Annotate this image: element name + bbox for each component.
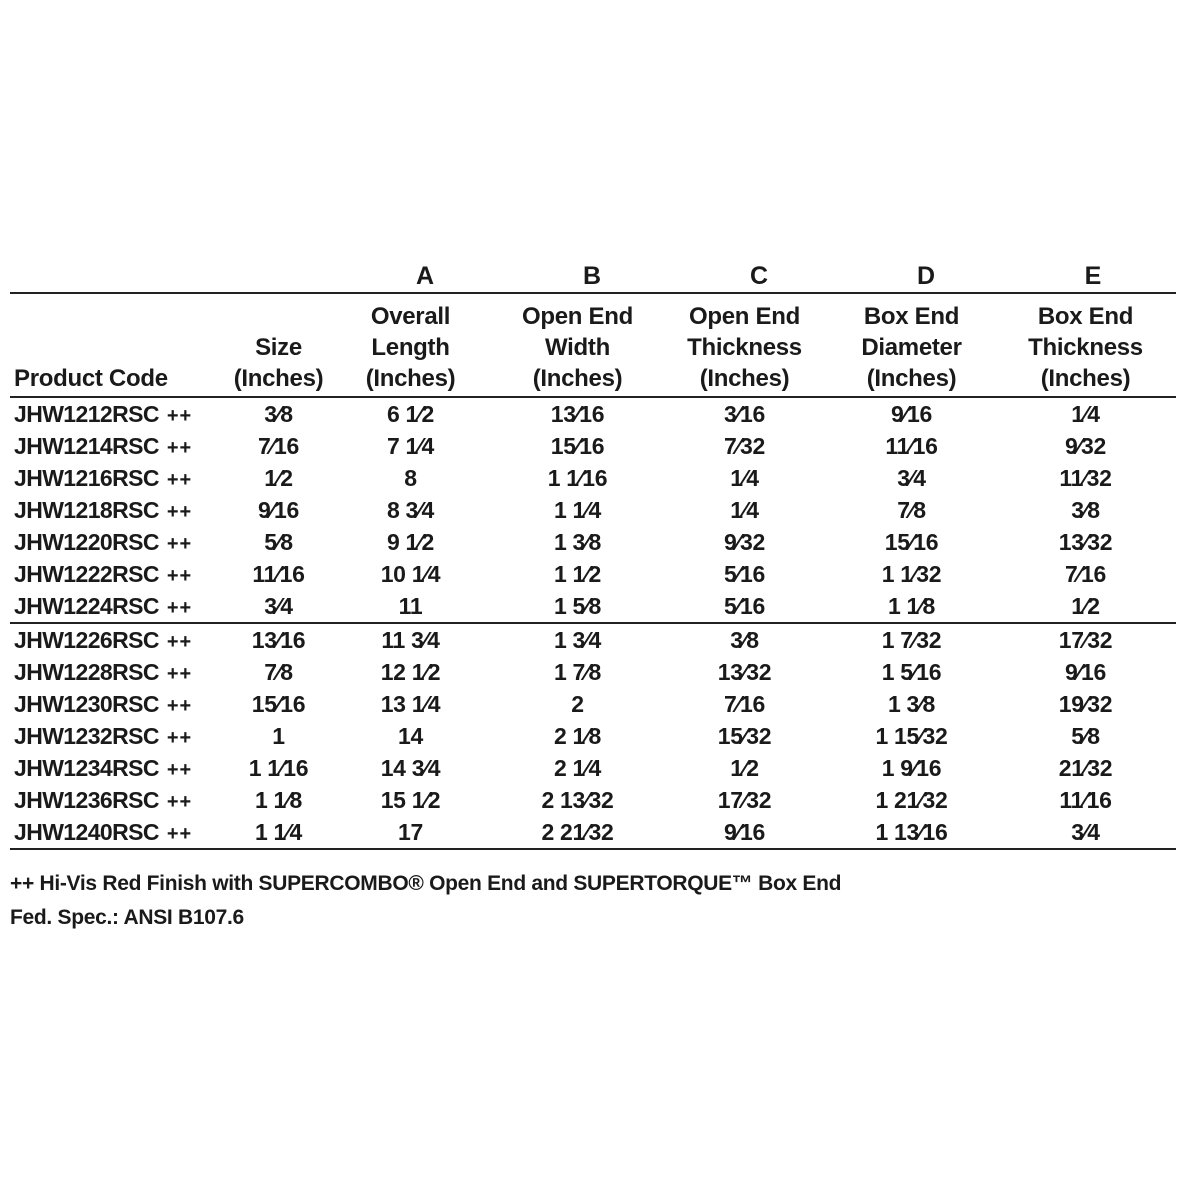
cell-open-end-width: 2 1⁄4: [553, 754, 602, 781]
cell-box-end-thickness: 11⁄16: [1059, 786, 1112, 813]
table-row: [10, 623, 1176, 656]
table-row: [10, 558, 1176, 590]
product-code-text: JHW1216RSC: [14, 464, 159, 491]
cell-open-end-thickness: 9⁄32: [723, 528, 765, 555]
finish-marker: ++: [166, 564, 193, 587]
column-letter-d: D: [916, 262, 936, 290]
cell-open-end-thickness: 15⁄32: [717, 722, 772, 749]
cell-box-end-diameter: 15⁄16: [884, 528, 939, 555]
cell-product-code: [10, 656, 230, 688]
cell-product-code: [10, 430, 230, 462]
cell-open-end-width: 15⁄16: [550, 432, 605, 459]
cell-overall-length: 13 1⁄4: [380, 690, 441, 717]
cell-box-end-diameter: 1 1⁄32: [881, 560, 942, 587]
spec-footnote: Fed. Spec.: ANSI B107.6: [10, 906, 244, 929]
finish-marker: ++: [166, 436, 193, 459]
cell-open-end-width: 1 3⁄8: [553, 528, 602, 555]
header-open-end-width: Open End Width (Inches): [522, 303, 633, 392]
header-open-end-thickness: Open End Thickness (Inches): [687, 303, 802, 392]
finish-marker: ++: [166, 500, 193, 523]
cell-size: 5⁄8: [264, 528, 293, 555]
cell-product-code: [10, 558, 230, 590]
finish-marker: ++: [166, 532, 193, 555]
cell-size: 1 1⁄4: [254, 818, 303, 845]
cell-box-end-thickness: 7⁄16: [1064, 560, 1106, 587]
cell-box-end-thickness: 1⁄4: [1071, 400, 1100, 427]
cell-size: 7⁄16: [257, 432, 299, 459]
header-product-code: Product Code: [14, 365, 168, 392]
cell-size: 1⁄2: [264, 464, 293, 491]
product-code-text: JHW1226RSC: [14, 626, 159, 653]
cell-box-end-diameter: 1 1⁄8: [887, 592, 936, 619]
column-letter-b: B: [582, 262, 602, 290]
cell-product-code: [10, 720, 230, 752]
cell-overall-length: 7 1⁄4: [386, 432, 435, 459]
cell-product-code: [10, 816, 230, 849]
cell-box-end-thickness: 19⁄32: [1058, 690, 1113, 717]
cell-open-end-width: 1 3⁄4: [553, 626, 602, 653]
product-code-text: JHW1224RSC: [14, 592, 159, 619]
header-size: Size (Inches): [233, 334, 324, 392]
cell-overall-length: 11: [398, 592, 423, 619]
product-code-text: JHW1212RSC: [14, 400, 159, 427]
cell-open-end-thickness: 5⁄16: [723, 592, 765, 619]
cell-product-code: [10, 526, 230, 558]
product-code-text: JHW1236RSC: [14, 786, 159, 813]
cell-size: 9⁄16: [257, 496, 299, 523]
header-overall-length: Overall Length (Inches): [365, 303, 456, 392]
cell-box-end-diameter: 1 15⁄32: [875, 722, 948, 749]
cell-box-end-thickness: 1⁄2: [1071, 592, 1100, 619]
cell-open-end-thickness: 1⁄2: [730, 754, 759, 781]
cell-open-end-thickness: 7⁄16: [723, 690, 765, 717]
cell-overall-length: 12 1⁄2: [380, 658, 441, 685]
cell-overall-length: 10 1⁄4: [380, 560, 441, 587]
cell-overall-length: 8: [404, 464, 417, 491]
finish-marker: ++: [166, 468, 193, 491]
product-code-text: JHW1220RSC: [14, 528, 159, 555]
cell-box-end-thickness: 9⁄32: [1064, 432, 1106, 459]
finish-marker: ++: [166, 694, 193, 717]
finish-marker: ++: [166, 726, 193, 749]
column-letter-e: E: [1084, 262, 1102, 290]
cell-overall-length: 6 1⁄2: [386, 400, 435, 427]
finish-marker: ++: [166, 404, 193, 427]
table-row: [10, 430, 1176, 462]
cell-product-code: [10, 397, 230, 430]
product-code-text: JHW1230RSC: [14, 690, 159, 717]
cell-open-end-width: 13⁄16: [550, 400, 605, 427]
cell-open-end-width: 2 21⁄32: [541, 818, 614, 845]
table-row: [10, 526, 1176, 558]
cell-box-end-thickness: 9⁄16: [1064, 658, 1106, 685]
cell-box-end-diameter: 1 9⁄16: [881, 754, 942, 781]
cell-size: 13⁄16: [251, 626, 306, 653]
table-row: [10, 462, 1176, 494]
cell-open-end-width: 1 1⁄4: [553, 496, 602, 523]
cell-box-end-diameter: 3⁄4: [897, 464, 926, 491]
cell-open-end-thickness: 9⁄16: [723, 818, 765, 845]
cell-overall-length: 17: [398, 818, 423, 845]
cell-open-end-thickness: 13⁄32: [717, 658, 772, 685]
cell-box-end-thickness: 3⁄4: [1071, 818, 1100, 845]
cell-box-end-thickness: 17⁄32: [1058, 626, 1113, 653]
finish-marker: ++: [166, 790, 193, 813]
finish-marker: ++: [166, 630, 193, 653]
cell-box-end-diameter: 11⁄16: [885, 432, 938, 459]
cell-overall-length: 9 1⁄2: [386, 528, 435, 555]
cell-size: 3⁄8: [264, 400, 293, 427]
product-code-text: JHW1218RSC: [14, 496, 159, 523]
cell-box-end-thickness: 13⁄32: [1058, 528, 1113, 555]
cell-open-end-width: 1 1⁄2: [553, 560, 602, 587]
wrench-spec-table: [10, 292, 1176, 850]
cell-size: 3⁄4: [264, 592, 293, 619]
cell-size: 7⁄8: [264, 658, 293, 685]
table-row: [10, 752, 1176, 784]
cell-open-end-thickness: 3⁄8: [730, 626, 759, 653]
table-row: [10, 720, 1176, 752]
cell-size: 11⁄16: [252, 560, 305, 587]
column-letter-c: C: [749, 262, 769, 290]
product-code-text: JHW1222RSC: [14, 560, 159, 587]
finish-marker: ++: [166, 662, 193, 685]
table-row: [10, 784, 1176, 816]
cell-box-end-thickness: 3⁄8: [1071, 496, 1100, 523]
table-row: [10, 656, 1176, 688]
table-row: [10, 816, 1176, 849]
table-row: [10, 397, 1176, 430]
table-header-row: [10, 293, 1176, 397]
table-row: [10, 494, 1176, 526]
column-letter-a: A: [415, 262, 435, 290]
cell-box-end-diameter: 1 3⁄8: [887, 690, 936, 717]
cell-open-end-width: 2 13⁄32: [541, 786, 614, 813]
cell-open-end-thickness: 1⁄4: [730, 496, 759, 523]
cell-size: 1 1⁄16: [248, 754, 309, 781]
cell-box-end-diameter: 7⁄8: [897, 496, 926, 523]
header-box-end-diameter: Box End Diameter (Inches): [861, 303, 962, 392]
cell-open-end-thickness: 5⁄16: [723, 560, 765, 587]
finish-marker: ++: [166, 822, 193, 845]
product-code-text: JHW1234RSC: [14, 754, 159, 781]
cell-box-end-diameter: 9⁄16: [890, 400, 932, 427]
column-letter-row: [0, 262, 1200, 296]
cell-box-end-diameter: 1 5⁄16: [881, 658, 942, 685]
header-box-end-thickness: Box End Thickness (Inches): [1028, 303, 1143, 392]
cell-box-end-diameter: 1 21⁄32: [875, 786, 948, 813]
finish-marker: ++: [166, 596, 193, 619]
cell-box-end-thickness: 21⁄32: [1058, 754, 1113, 781]
cell-size: 1: [272, 722, 285, 749]
product-code-text: JHW1232RSC: [14, 722, 159, 749]
product-code-text: JHW1240RSC: [14, 818, 159, 845]
cell-open-end-width: 1 1⁄16: [547, 464, 608, 491]
cell-overall-length: 14: [398, 722, 423, 749]
cell-overall-length: 15 1⁄2: [380, 786, 441, 813]
cell-open-end-width: 2 1⁄8: [553, 722, 602, 749]
table-body: [10, 397, 1176, 849]
finish-footnote: ++ Hi-Vis Red Finish with SUPERCOMBO® Open End and SUPERTORQUE™ Box End: [10, 872, 842, 895]
cell-product-code: [10, 494, 230, 526]
product-code-text: JHW1228RSC: [14, 658, 159, 685]
cell-size: 15⁄16: [251, 690, 306, 717]
cell-overall-length: 11 3⁄4: [381, 626, 440, 653]
cell-open-end-thickness: 7⁄32: [723, 432, 765, 459]
cell-open-end-thickness: 1⁄4: [730, 464, 759, 491]
cell-product-code: [10, 784, 230, 816]
cell-box-end-diameter: 1 13⁄16: [875, 818, 948, 845]
cell-box-end-thickness: 11⁄32: [1059, 464, 1112, 491]
cell-product-code: [10, 688, 230, 720]
cell-product-code: [10, 752, 230, 784]
cell-box-end-diameter: 1 7⁄32: [881, 626, 942, 653]
cell-open-end-thickness: 17⁄32: [717, 786, 772, 813]
product-code-text: JHW1214RSC: [14, 432, 159, 459]
table-row: [10, 688, 1176, 720]
cell-product-code: [10, 462, 230, 494]
cell-overall-length: 14 3⁄4: [380, 754, 441, 781]
cell-open-end-width: 1 5⁄8: [553, 592, 602, 619]
cell-product-code: [10, 623, 230, 656]
finish-marker: ++: [166, 758, 193, 781]
cell-overall-length: 8 3⁄4: [386, 496, 435, 523]
cell-product-code: [10, 590, 230, 623]
cell-open-end-width: 1 7⁄8: [553, 658, 602, 685]
cell-box-end-thickness: 5⁄8: [1071, 722, 1100, 749]
cell-size: 1 1⁄8: [254, 786, 303, 813]
cell-open-end-width: 2: [571, 690, 584, 717]
table-row: [10, 590, 1176, 623]
cell-open-end-thickness: 3⁄16: [723, 400, 765, 427]
